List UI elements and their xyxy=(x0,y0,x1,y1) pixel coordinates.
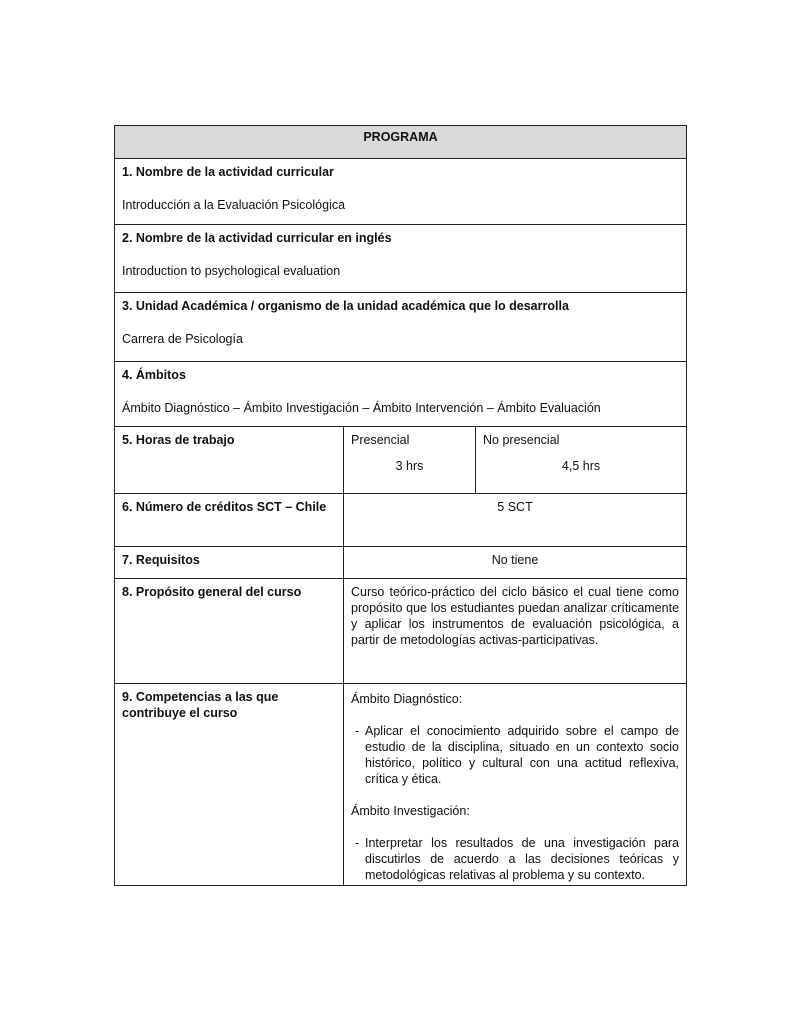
presencial-label: Presencial xyxy=(351,433,410,447)
section-2-cell xyxy=(115,225,687,293)
section-3-cell xyxy=(115,293,687,362)
presencial-value: 3 hrs xyxy=(395,459,424,473)
section-2-title: 2. Nombre de la actividad curricular en inglés xyxy=(122,231,392,245)
section-6-row xyxy=(115,494,687,547)
bullet-dash: - xyxy=(355,836,360,850)
section-9-row xyxy=(115,684,687,886)
section-8-row xyxy=(115,579,687,684)
bullet-dash: - xyxy=(355,724,360,738)
section-3-row xyxy=(115,293,687,362)
section-7-value: No tiene xyxy=(344,547,687,579)
ambito-diagnostico-heading: Ámbito Diagnóstico: xyxy=(351,692,463,706)
no-presencial-cell xyxy=(476,427,687,494)
section-1-title: 1. Nombre de la actividad curricular xyxy=(122,165,334,179)
competence-text-1: Aplicar el conocimiento adquirido sobre el campo de estudio de la disciplina, situado en un contexto socio histórico, político y cultural con una actitud reflexiva, crítica y ética. xyxy=(365,724,680,786)
section-4-cell xyxy=(115,362,687,427)
competence-item xyxy=(351,835,679,883)
no-presencial-label: No presencial xyxy=(483,433,560,447)
competence-text-2: Interpretar los resultados de una investigación para discutirlos de acuerdo a las decisiones teóricas y metodológicas relativas al problema y su contexto. xyxy=(365,836,680,882)
section-9-title: 9. Competencias a las que contribuye el curso xyxy=(115,684,344,886)
section-7-row xyxy=(115,547,687,579)
section-5-title: 5. Horas de trabajo xyxy=(115,427,344,494)
program-table xyxy=(114,125,687,886)
section-3-value: Carrera de Psicología xyxy=(122,332,243,346)
section-8-title: 8. Propósito general del curso xyxy=(115,579,344,684)
section-4-title: 4. Ámbitos xyxy=(122,368,186,382)
section-7-title: 7. Requisitos xyxy=(115,547,344,579)
section-1-value: Introducción a la Evaluación Psicológica xyxy=(122,198,346,212)
section-9-cell xyxy=(344,684,687,886)
section-4-row xyxy=(115,362,687,427)
table-title: PROGRAMA xyxy=(115,126,687,159)
section-1-row xyxy=(115,159,687,225)
section-3-title: 3. Unidad Académica / organismo de la unidad académica que lo desarrolla xyxy=(122,299,569,313)
section-4-value: Ámbito Diagnóstico – Ámbito Investigación – Ámbito Intervención – Ámbito Evaluación xyxy=(122,401,601,415)
competence-item xyxy=(351,723,679,787)
section-6-title: 6. Número de créditos SCT – Chile xyxy=(115,494,344,547)
section-2-row xyxy=(115,225,687,293)
no-presencial-value: 4,5 hrs xyxy=(561,459,601,473)
header-row xyxy=(115,126,687,159)
section-8-value: Curso teórico-práctico del ciclo básico el cual tiene como propósito que los estudiantes puedan analizar críticamente y aplicar los instrumentos de evaluación psicológica, a partir de metodologías activas-participativas. xyxy=(344,579,687,684)
presencial-cell xyxy=(344,427,476,494)
ambito-investigacion-heading: Ámbito Investigación: xyxy=(351,804,470,818)
section-1-cell xyxy=(115,159,687,225)
section-5-row xyxy=(115,427,687,494)
section-2-value: Introduction to psychological evaluation xyxy=(122,264,341,278)
section-6-value: 5 SCT xyxy=(344,494,687,547)
